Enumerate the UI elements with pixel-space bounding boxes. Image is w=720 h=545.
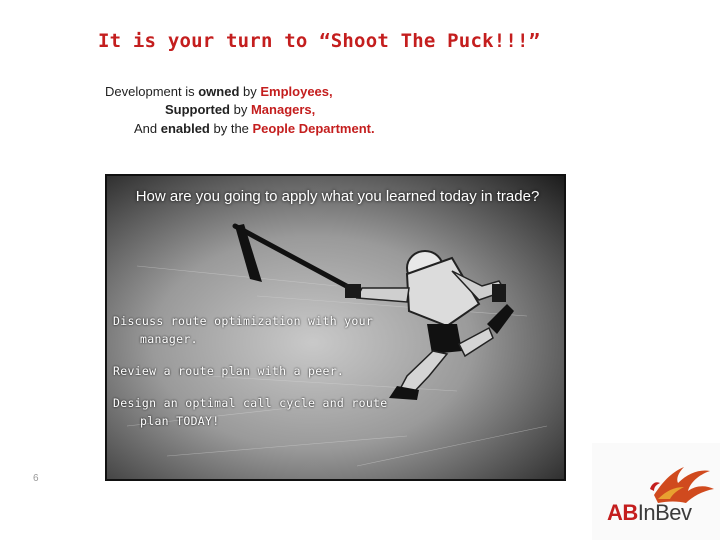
hockey-stick: [235, 224, 352, 289]
page-number: 6: [33, 473, 39, 484]
intro-text: And: [134, 121, 161, 136]
intro-emphasis: Supported: [165, 102, 230, 117]
action-item: [113, 312, 403, 348]
intro-emphasis: enabled: [160, 121, 210, 136]
hockey-photo: [105, 174, 566, 481]
action-item: [113, 362, 403, 380]
logo-text-part: AB: [607, 500, 638, 525]
question-text: How are you going to apply what you learned today in trade?: [135, 188, 540, 205]
action-item-line: Review a route plan with a peer.: [113, 364, 345, 378]
action-item-line: Design an optimal call cycle and route: [113, 396, 388, 410]
intro-line-1: [105, 84, 333, 99]
intro-highlight: Employees,: [260, 84, 333, 99]
intro-line-2: [165, 102, 315, 117]
intro-text: by: [230, 102, 251, 117]
intro-highlight: People Department.: [252, 121, 375, 136]
intro-text: Development is: [105, 84, 199, 99]
logo-text-part: InBev: [637, 500, 692, 525]
action-item-line: Discuss route optimization with your: [113, 314, 374, 328]
action-item: [113, 394, 403, 430]
action-item-line: manager.: [140, 332, 198, 346]
company-logo: [607, 500, 692, 526]
slide-title: It is your turn to “Shoot The Puck!!!”: [98, 30, 541, 52]
intro-text: by the: [209, 121, 253, 136]
intro-highlight: Managers,: [250, 102, 316, 117]
intro-line-3: [134, 121, 375, 136]
intro-text: by: [239, 84, 261, 99]
intro-emphasis: owned: [198, 84, 240, 99]
action-item-line: plan TODAY!: [140, 414, 220, 428]
